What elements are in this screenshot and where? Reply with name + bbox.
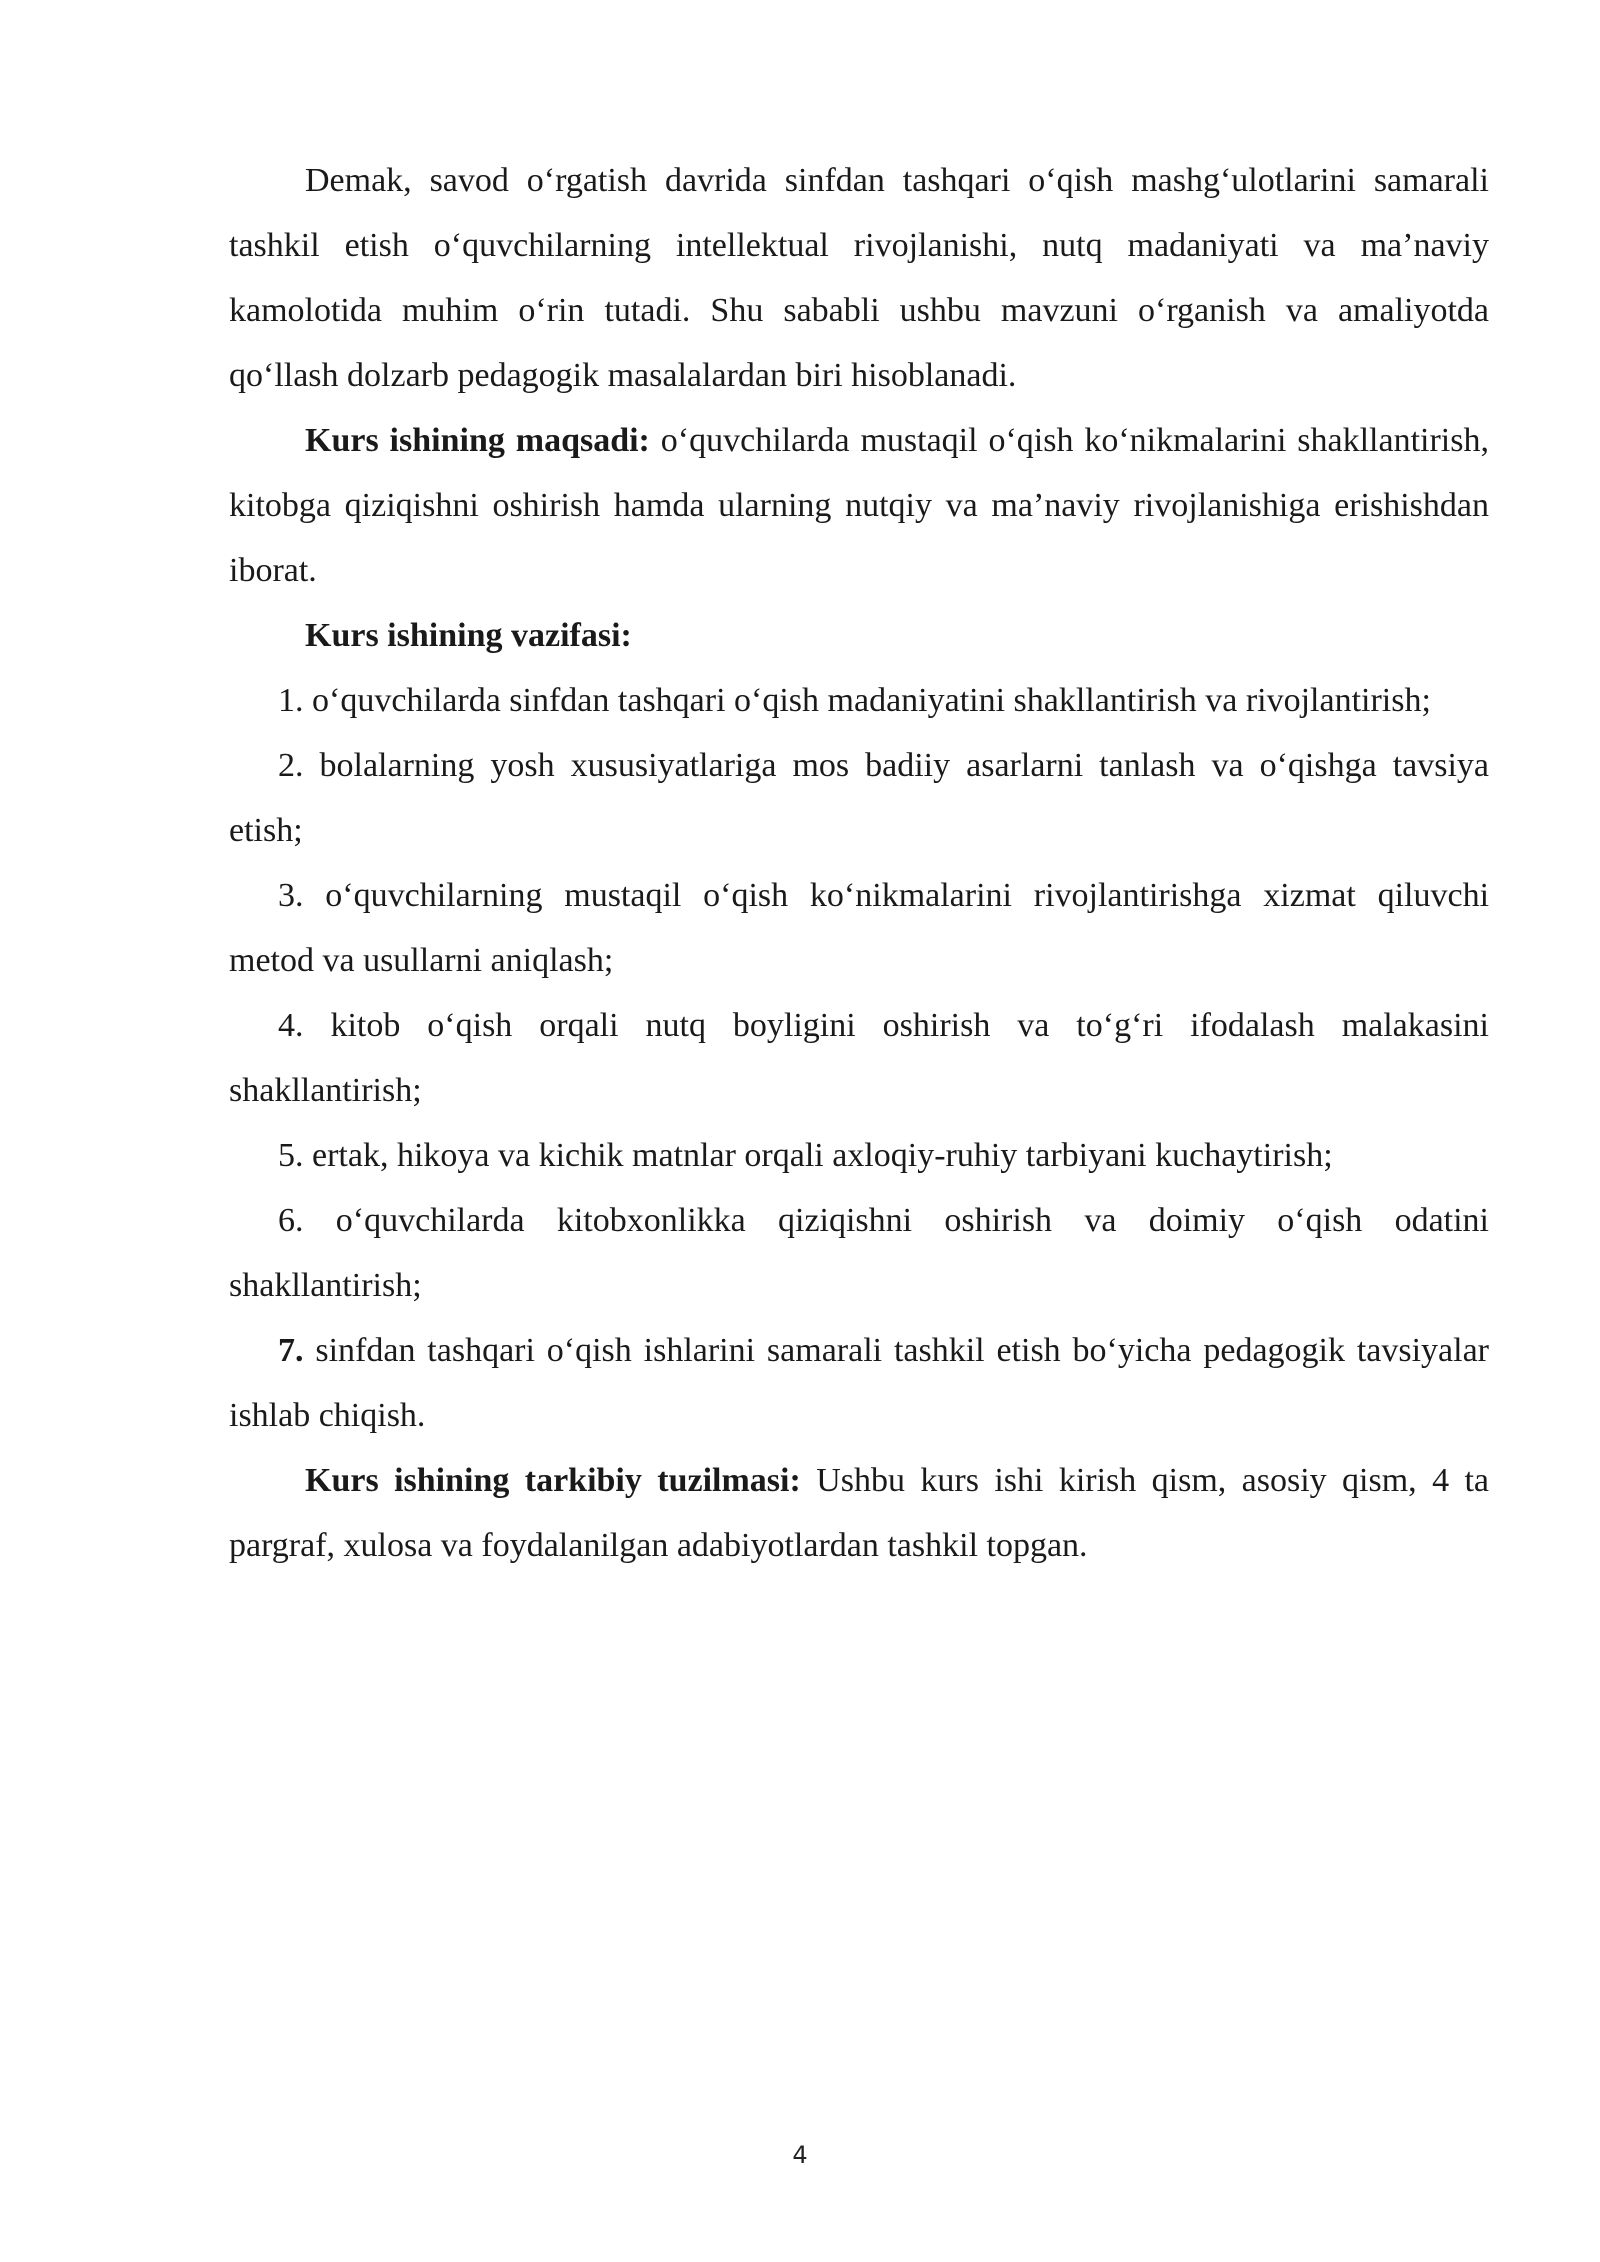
list-item-text: ertak, hikoya va kichik matnlar orqali axloqiy-ruhiy tarbiyani kuchaytirish;	[312, 1137, 1333, 1174]
list-item-number: 6.	[278, 1202, 304, 1239]
list-item-text: bolalarning yosh xususiyatlariga mos badiiy asarlarni tanlash va o‘qishga tavsiya etish;	[229, 747, 1489, 849]
tasks-label: Kurs ishining vazifasi:	[305, 617, 632, 654]
list-item-number: 2.	[278, 747, 304, 784]
structure-paragraph	[229, 1448, 1489, 1578]
document-body	[229, 148, 1489, 1578]
structure-label: Kurs ishining tarkibiy tuzilmasi:	[305, 1462, 801, 1499]
list-item-text: o‘quvchilarda kitobxonlikka qiziqishni oshirish va doimiy o‘qish odatini shakllantirish;	[229, 1202, 1489, 1304]
list-item	[229, 1188, 1489, 1318]
list-item	[229, 668, 1489, 733]
page-number: 4	[792, 2141, 808, 2169]
structure-text: Ushbu kurs ishi kirish qism, asosiy qism, 4 ta pargraf, xulosa va foydalanilgan adabiyotlardan tashkil topgan.	[229, 1462, 1489, 1564]
list-item	[229, 1318, 1489, 1448]
list-item-text: o‘quvchilarda sinfdan tashqari o‘qish madaniyatini shakllantirish va rivojlantirish;	[312, 682, 1431, 719]
tasks-heading	[229, 603, 1489, 668]
list-item-number: 4.	[278, 1007, 304, 1044]
list-item-text: o‘quvchilarning mustaqil o‘qish ko‘nikmalarini rivojlantirishga xizmat qiluvchi metod va usullarni aniqlash;	[229, 877, 1490, 979]
list-item	[229, 733, 1489, 863]
intro-paragraph: Demak, savod o‘rgatish davrida sinfdan tashqari o‘qish mashg‘ulotlarini samarali tashkil etish o‘quvchilarning intellektual rivojlanishi, nutq madaniyati va ma’naviy kamolotida muhim o‘rin tutadi. Shu sababli ushbu mavzuni o‘rganish va amaliyotda qo‘llash dolzarb pedagogik masalalardan biri hisoblanadi.	[229, 162, 1489, 394]
list-item-text: sinfdan tashqari o‘qish ishlarini samarali tashkil etish bo‘yicha pedagogik tavsiyalar ishlab chiqish.	[229, 1332, 1489, 1434]
list-item	[229, 863, 1489, 993]
list-item	[229, 1123, 1489, 1188]
list-item-number: 7.	[278, 1332, 304, 1369]
goal-text: o‘quvchilarda mustaqil o‘qish ko‘nikmalarini shakllantirish, kitobga qiziqishni oshirish hamda ularning nutqiy va ma’naviy rivojlanishiga erishishdan iborat.	[229, 422, 1489, 589]
list-item-number: 5.	[278, 1137, 304, 1174]
list-item	[229, 993, 1489, 1123]
goal-label: Kurs ishining maqsadi:	[305, 422, 650, 459]
list-item-number: 1.	[278, 682, 304, 719]
goal-paragraph	[229, 408, 1489, 603]
list-item-number: 3.	[278, 877, 304, 914]
list-item-text: kitob o‘qish orqali nutq boyligini oshirish va to‘g‘ri ifodalash malakasini shakllantirish;	[229, 1007, 1489, 1109]
